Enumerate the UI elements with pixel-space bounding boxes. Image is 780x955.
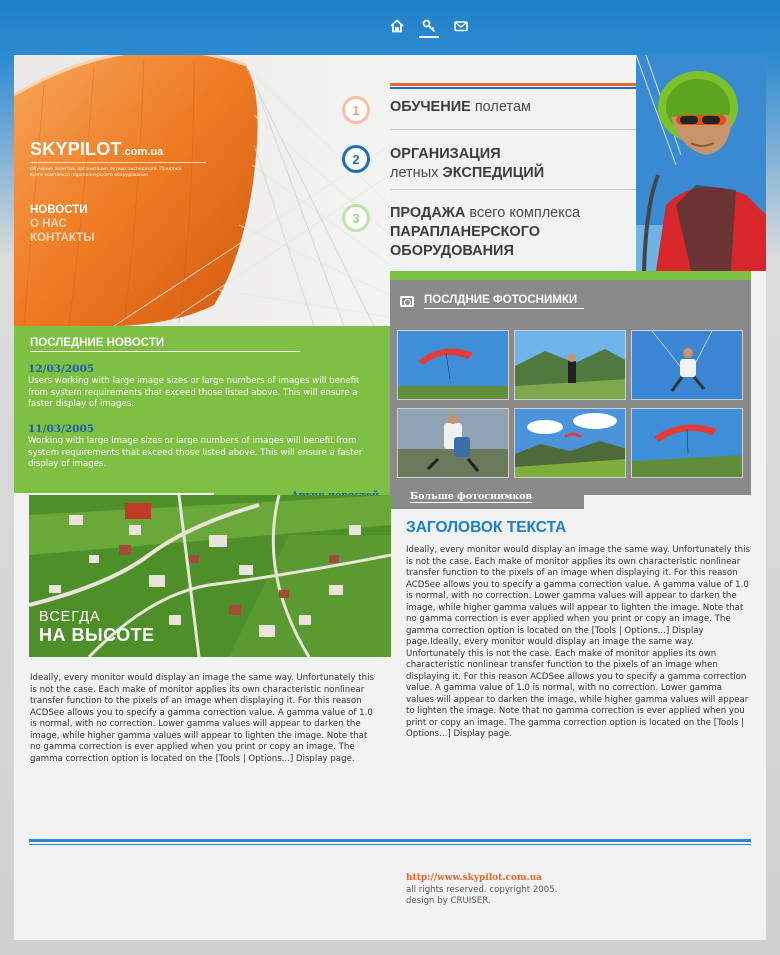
header-paraglider-art [14, 55, 390, 326]
service-2-line2: летных [390, 165, 443, 181]
photo-thumb-pilot-flying[interactable] [631, 330, 743, 400]
footer-divider [29, 839, 751, 842]
photo-thumb-paraglider-sky[interactable] [397, 330, 509, 400]
service-label-equipment [390, 204, 580, 261]
news-body: Users working with large image sizes or large numbers of images will benefit from system requirements that exceed those listed above. This will ensure a faster display of images. [28, 376, 360, 409]
nav-item-news[interactable]: НОВОСТИ [30, 204, 88, 216]
latest-photos-header [400, 294, 584, 309]
photo-thumb-alpine-meadow[interactable] [514, 408, 626, 478]
camera-icon [400, 296, 414, 307]
top-icon-nav [387, 16, 471, 38]
service-2-bold: ОРГАНИЗАЦИЯ [390, 146, 501, 162]
latest-news-title: ПОСЛЕДНИЕ НОВОСТИ [30, 337, 300, 352]
search-key-icon[interactable] [419, 16, 439, 38]
latest-news-panel [14, 326, 390, 493]
photo-thumb-pilot-valley[interactable] [514, 330, 626, 400]
logo-name: SKYPILOT [30, 139, 122, 159]
article-heading: ЗАГОЛОВОК ТЕКСТА [406, 519, 567, 536]
service-divider [390, 189, 640, 190]
footer-rights: all rights reserved. copyright 2005. [406, 884, 558, 895]
latest-photos-panel [390, 271, 751, 495]
service-3-line3: ОБОРУДОВАНИЯ [390, 243, 514, 259]
service-3-rest: всего комплекса [465, 205, 581, 221]
footer [406, 873, 557, 908]
nav-item-about[interactable]: О НАС [30, 218, 67, 230]
service-number-2: 2 [342, 145, 370, 173]
news-body: Working with large image sizes or large numbers of images will benefit from system requirements that exceed those listed above. This will ensure a faster display of images. [28, 436, 363, 469]
banner-line2: НА ВЫСОТЕ [39, 625, 155, 645]
article-body: Ideally, every monitor would display an image the same way. Unfortunately this is not the case. Each make of monitor applies its own characteristic nonlinear transfer function to the pixels of an image when displaying it. For this reason ACDSee allows you to specify a gamma correction value. A gamma value of 1.0 is normal, with no correction. Lower gamma values will appear to darken the image, while higher gamma values will appear to lighten the image. Note that no gamma correction is ever applied when you print or copy an image. The gamma correction option is located on the [Tools | Options...] Display page.Ideally, every monitor would display an image the same way. Unfortunately this is not the case. Each make of monitor applies its own characteristic nonlinear transfer function to the pixels of an image when displaying it. For this reason ACDSee allows you to specify a gamma correction value. A gamma value of 1.0 is normal, with no correction. Lower gamma values will appear to darken the image, while higher gamma values will appear to lighten the image. Note that no gamma correction is ever applied when you print or copy an image. The gamma correction option is located on the [Tools | Options...] Display page. [406, 545, 750, 739]
more-photos-tab [390, 487, 584, 509]
news-date[interactable]: 11/03/2005 [28, 423, 95, 435]
news-item [28, 423, 373, 471]
service-divider [390, 129, 640, 130]
footer-divider-thin [29, 844, 751, 845]
photo-thumb-paraglider-field[interactable] [631, 408, 743, 478]
accent-stripe-orange [390, 83, 640, 86]
banner-caption [39, 609, 155, 646]
nav-item-contacts[interactable]: КОНТАКТЫ [30, 232, 95, 244]
service-label-expeditions [390, 145, 544, 183]
service-2-bold2: ЭКСПЕДИЦИЙ [442, 165, 545, 181]
footer-design: design by CRUISER. [406, 896, 491, 906]
latest-photos-title: ПОСЛДНИЕ ФОТОСНИМКИ [424, 294, 584, 309]
service-3-bold: ПРОДАЖА [390, 205, 466, 221]
service-1-rest: полетам [470, 99, 531, 115]
banner-line1: ВСЕГДА [39, 609, 101, 625]
logo-tagline: Обучение полетам, организация летных экспедиций. Продажа всего комплекса парапланерского оборудования [30, 167, 182, 178]
service-item-expeditions[interactable] [342, 145, 652, 183]
logo-domain: .com.ua [121, 146, 164, 158]
footer-url[interactable]: http://www.skypilot.com.ua [406, 873, 542, 883]
accent-stripe-blue [390, 87, 640, 89]
left-body-text: Ideally, every monitor would display an image the same way. Unfortunately this is not the case. Each make of monitor applies its own characteristic nonlinear transfer function to the pixels of an image when displaying it. For this reason ACDSee allows you to specify a gamma correction value. A gamma value of 1.0 is normal, with no correction. Lower gamma values will appear to darken the image, while higher gamma values will appear to lighten the image. Note that no gamma correction is ever applied when you print or copy an image. The gamma correction option is located on the [Tools | Options...] Display page. [30, 673, 374, 764]
news-date[interactable]: 12/03/2005 [28, 363, 95, 375]
service-1-bold: ОБУЧЕНИЕ [390, 99, 471, 115]
aerial-town-photo [29, 495, 391, 657]
site-logo[interactable] [30, 139, 206, 179]
service-label-training [390, 96, 531, 117]
service-3-bold2: ПАРАПЛАНЕРСКОГО [390, 224, 540, 240]
more-photos-link[interactable]: Больше фотоснимков [410, 491, 533, 502]
logo-underline [30, 162, 206, 163]
main-nav [30, 203, 94, 245]
photo-thumb-tandem-flight[interactable] [397, 408, 509, 478]
pilot-photo [636, 55, 766, 271]
service-item-equipment[interactable] [342, 204, 652, 261]
news-item [28, 363, 373, 411]
service-number-3: 3 [342, 204, 370, 232]
home-icon[interactable] [387, 16, 407, 36]
photo-thumbnails [397, 330, 743, 478]
mail-icon[interactable] [451, 16, 471, 36]
service-number-1: 1 [342, 96, 370, 124]
service-item-training[interactable] [342, 96, 652, 124]
page-panel [14, 55, 766, 940]
